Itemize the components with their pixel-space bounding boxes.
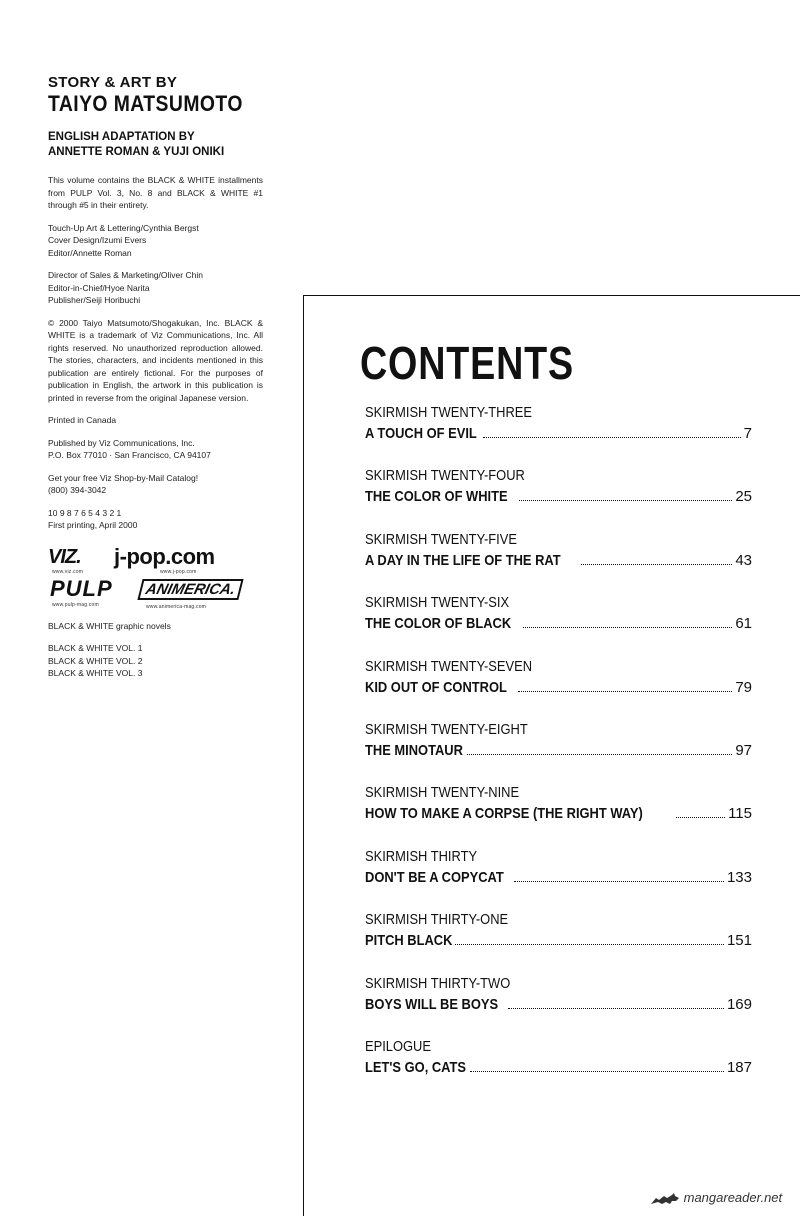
printed-in: Printed in Canada <box>48 415 117 425</box>
toc-leader-dots <box>519 500 732 501</box>
toc-entry[interactable] <box>365 910 752 973</box>
toc-title: PITCH BLACK <box>365 932 453 950</box>
toc-skirmish: SKIRMISH TWENTY-SEVEN <box>365 657 533 675</box>
author-name: TAIYO MATSUMOTO <box>48 91 243 116</box>
toc-title: THE COLOR OF BLACK <box>365 615 512 633</box>
staff-line: Editor/Annette Roman <box>48 247 132 258</box>
toc-title: THE MINOTAUR <box>365 741 463 759</box>
toc-page-number: 133 <box>726 868 752 886</box>
story-art-label: STORY & ART BY <box>48 74 178 91</box>
toc-entry[interactable] <box>365 657 752 720</box>
credits-column <box>48 74 263 680</box>
toc-row <box>365 803 752 825</box>
toc-leader-dots <box>518 691 732 692</box>
adaptation-block <box>48 130 263 160</box>
viz-url: www.viz.com <box>52 568 84 575</box>
series-list <box>48 642 263 680</box>
management-line: Editor-in-Chief/Hyoe Narita <box>48 282 150 293</box>
toc-row <box>365 486 752 508</box>
toc-row <box>365 423 752 445</box>
toc-leader-dots <box>581 564 733 565</box>
toc-title: BOYS WILL BE BOYS <box>365 995 499 1013</box>
toc-skirmish: SKIRMISH THIRTY-ONE <box>365 911 509 929</box>
series-item: BLACK & WHITE VOL. 1 <box>48 643 143 653</box>
toc-page-number: 25 <box>735 488 752 506</box>
catalog-phone: (800) 394-3042 <box>48 485 107 495</box>
toc-row <box>365 994 752 1016</box>
toc-entry[interactable] <box>365 1037 752 1100</box>
staff-credits <box>48 222 263 260</box>
toc-skirmish: SKIRMISH TWENTY-EIGHT <box>365 720 528 738</box>
toc-skirmish: SKIRMISH TWENTY-FOUR <box>365 467 525 485</box>
toc-title: DON'T BE A COPYCAT <box>365 868 504 886</box>
toc-page-number: 43 <box>735 551 752 569</box>
toc-title: A TOUCH OF EVIL <box>365 425 477 442</box>
toc-skirmish: SKIRMISH TWENTY-THREE <box>365 404 533 421</box>
adaptation-label: ENGLISH ADAPTATION BY <box>48 131 195 143</box>
viz-logo: VIZ. <box>48 545 81 568</box>
printing-date: First printing, April 2000 <box>48 520 138 530</box>
watermark-text: mangareader.net <box>683 1190 783 1205</box>
publisher-line: P.O. Box 77010 · San Francisco, CA 94107 <box>48 450 211 460</box>
toc-skirmish: EPILOGUE <box>365 1037 431 1055</box>
toc-leader-dots <box>676 817 725 818</box>
jpop-logo: j-pop.com <box>114 543 215 569</box>
toc-leader-dots <box>470 1071 724 1072</box>
catalog-line: Get your free Viz Shop-by-Mail Catalog! <box>48 472 199 483</box>
cat-silhouette-icon <box>650 1192 680 1206</box>
table-of-contents <box>365 403 752 1100</box>
toc-page-number: 7 <box>743 425 752 442</box>
series-item: BLACK & WHITE VOL. 3 <box>48 668 143 678</box>
toc-entry[interactable] <box>365 783 752 846</box>
toc-entry[interactable] <box>365 593 752 656</box>
toc-title: KID OUT OF CONTROL <box>365 678 507 696</box>
toc-leader-dots <box>523 627 732 628</box>
pulp-url: www.pulp-mag.com <box>52 601 99 608</box>
toc-skirmish: SKIRMISH TWENTY-FIVE <box>365 530 517 548</box>
toc-leader-dots <box>455 944 724 945</box>
contents-title: CONTENTS <box>360 337 575 389</box>
toc-title: A DAY IN THE LIFE OF THE RAT <box>365 551 561 569</box>
toc-skirmish: SKIRMISH THIRTY-TWO <box>365 974 511 992</box>
management-line: Director of Sales & Marketing/Oliver Chin <box>48 270 203 280</box>
toc-row <box>365 677 752 699</box>
toc-entry[interactable] <box>365 974 752 1037</box>
toc-page-number: 97 <box>735 741 752 759</box>
toc-leader-dots <box>483 437 741 438</box>
jpop-url: www.j-pop.com <box>160 568 197 575</box>
toc-leader-dots <box>467 754 732 755</box>
toc-skirmish: SKIRMISH THIRTY <box>365 847 478 865</box>
animerica-logo: ANIMERICA. <box>137 579 243 600</box>
printing-info <box>48 507 263 532</box>
animerica-url: www.animerica-mag.com <box>146 603 207 610</box>
toc-leader-dots <box>508 1008 724 1009</box>
toc-page-number: 61 <box>735 615 752 633</box>
volume-note: This volume contains the BLACK & WHITE installments from PULP Vol. 3, No. 8 and BLACK & WHITE #1 through #5 in their entirety. <box>48 175 263 210</box>
toc-entry[interactable] <box>365 720 752 783</box>
toc-row <box>365 550 752 572</box>
toc-page-number: 79 <box>735 678 752 696</box>
toc-row <box>365 1057 752 1079</box>
toc-title: THE COLOR OF WHITE <box>365 488 508 506</box>
legal-notice: © 2000 Taiyo Matsumoto/Shogakukan, Inc. BLACK & WHITE is a trademark of Viz Communications, Inc. All rights reserved. No unauthorized reproduction allowed. The stories, characters, and incidents mentioned in this publication are entirely fictional. For the purposes of publication in English, the artwork in this publication is printed in reverse from the original Japanese version. <box>48 317 263 403</box>
toc-page-number: 151 <box>726 932 752 950</box>
toc-title: LET'S GO, CATS <box>365 1058 467 1076</box>
toc-entry[interactable] <box>365 847 752 910</box>
toc-page-number: 169 <box>726 995 752 1013</box>
toc-entry[interactable] <box>365 403 752 466</box>
series-heading: BLACK & WHITE graphic novels <box>48 620 171 631</box>
site-watermark <box>650 1190 782 1206</box>
toc-row <box>365 740 752 762</box>
toc-leader-dots <box>514 881 724 882</box>
toc-row <box>365 613 752 635</box>
toc-entry[interactable] <box>365 530 752 593</box>
staff-line: Touch-Up Art & Lettering/Cynthia Bergst <box>48 222 199 233</box>
management-line: Publisher/Seiji Horibuchi <box>48 295 141 305</box>
series-item: BLACK & WHITE VOL. 2 <box>48 655 143 666</box>
toc-skirmish: SKIRMISH TWENTY-SIX <box>365 594 510 612</box>
catalog-offer <box>48 472 263 497</box>
publisher-logos <box>48 543 263 610</box>
staff-line: Cover Design/Izumi Evers <box>48 235 147 245</box>
printing-line: 10 9 8 7 6 5 4 3 2 1 <box>48 507 122 518</box>
toc-skirmish: SKIRMISH TWENTY-NINE <box>365 784 520 802</box>
management-credits <box>48 269 263 307</box>
adapters-name: ANNETTE ROMAN & YUJI ONIKI <box>48 146 225 158</box>
toc-row <box>365 930 752 952</box>
toc-page-number: 187 <box>726 1058 752 1076</box>
toc-row <box>365 867 752 889</box>
toc-page-number: 115 <box>728 805 752 823</box>
publisher-address <box>48 437 263 462</box>
toc-entry[interactable] <box>365 466 752 529</box>
publisher-line: Published by Viz Communications, Inc. <box>48 437 195 448</box>
pulp-logo: PULP <box>50 575 113 601</box>
toc-title: HOW TO MAKE A CORPSE (THE RIGHT WAY) <box>365 805 643 823</box>
